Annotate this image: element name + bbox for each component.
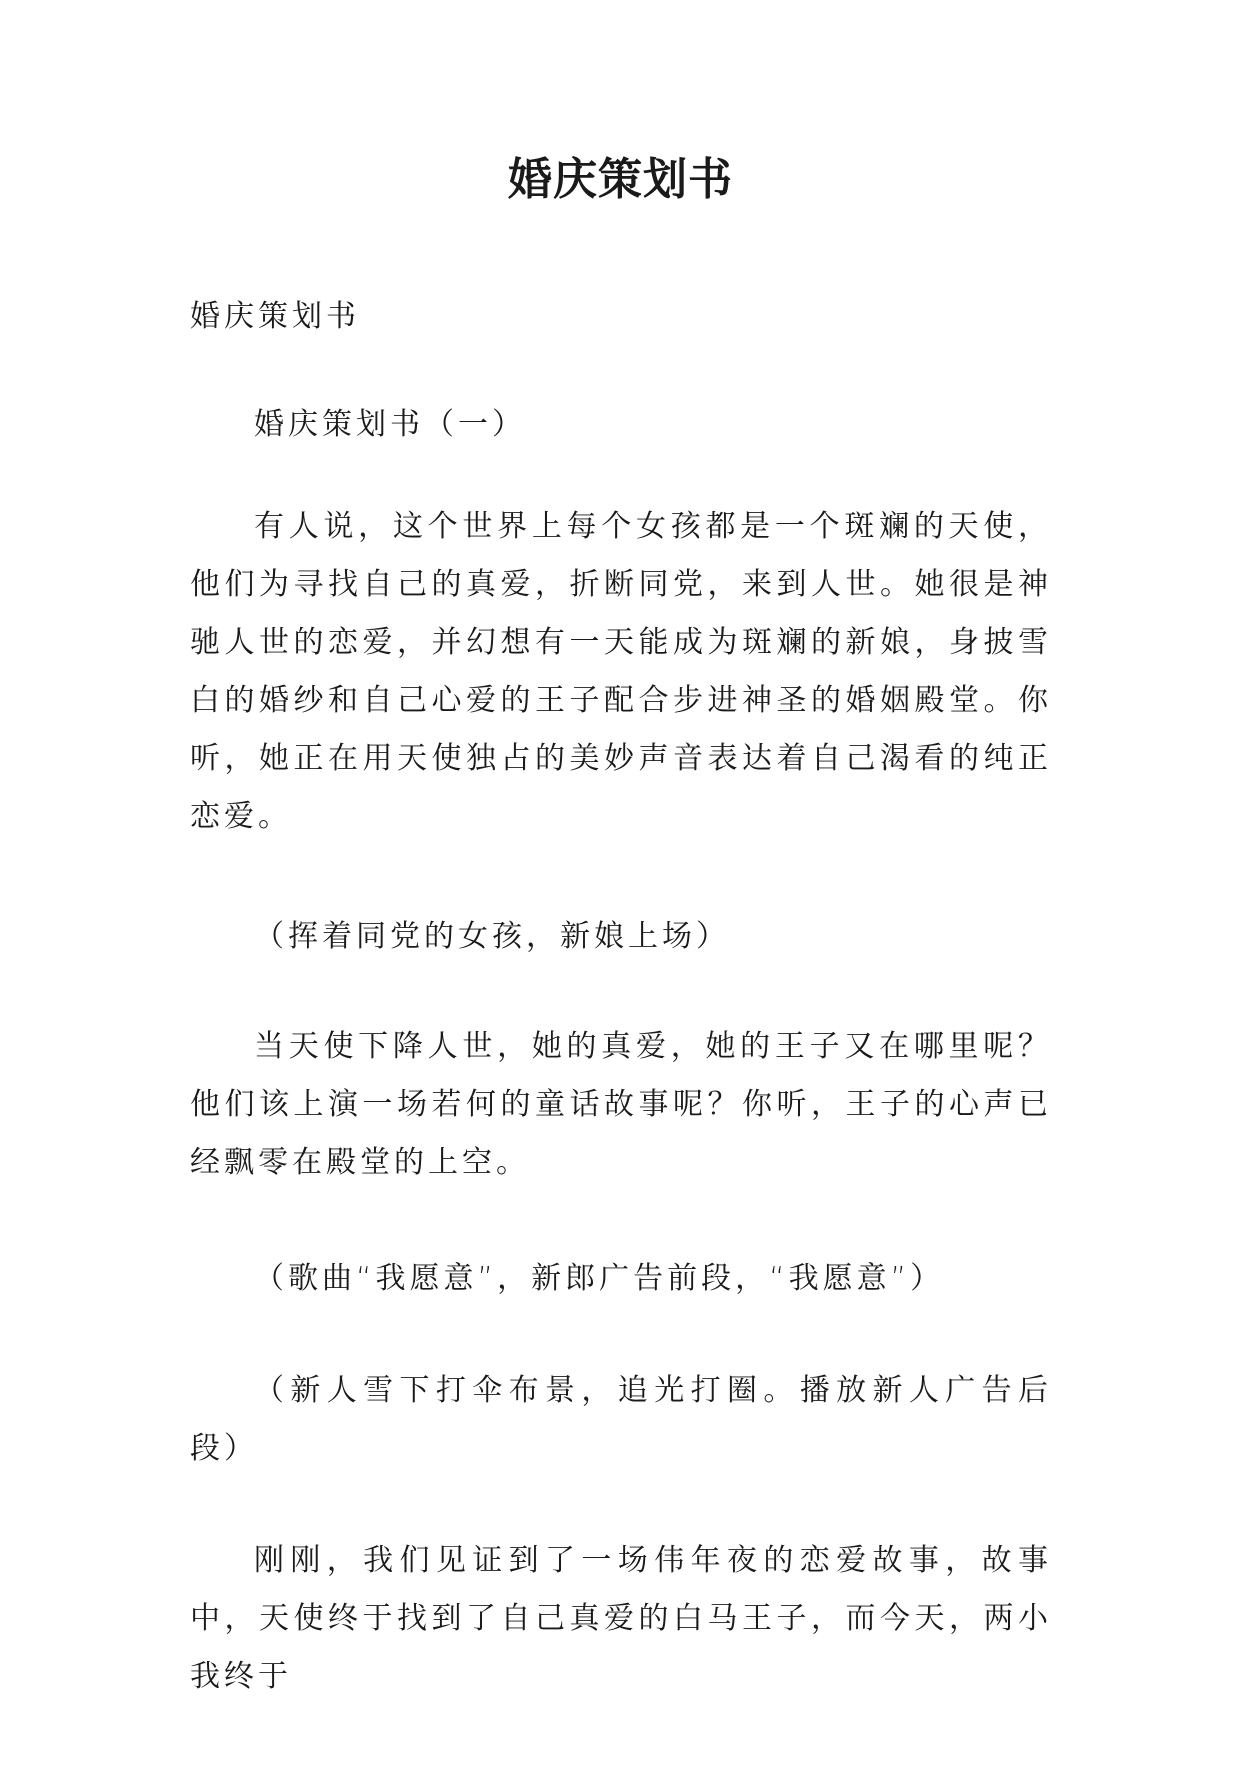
- document-body: [190, 288, 1052, 1766]
- stage-direction: （挥着同党的女孩，新娘上场）: [254, 919, 730, 954]
- section-heading: 婚庆策划书: [190, 299, 360, 334]
- body-paragraph: 当天使下降人世，她的真爱，她的王子又在哪里呢？他们该上演一场若何的童话故事呢？你听，王子的心声已经飘零在殿堂的上空。: [190, 1029, 1052, 1180]
- stage-direction: （新人雪下打伞布景，追光打圈。播放新人广告后段）: [190, 1373, 1052, 1466]
- body-paragraph: 有人说，这个世界上每个女孩都是一个斑斓的天使，他们为寻找自己的真爱，折断同党，来到人世。她很是神驰人世的恋爱，并幻想有一天能成为斑斓的新娘，身披雪白的婚纱和自己心爱的王子配合步进神圣的婚姻殿堂。你听，她正在用天使独占的美妙声音表达着自己渴看的纯正恋爱。: [190, 509, 1052, 834]
- body-paragraph: 刚刚，我们见证到了一场伟年夜的恋爱故事，故事中，天使终于找到了自己真爱的白马王子，而今天，两小我终于: [190, 1543, 1052, 1694]
- subsection-heading: 婚庆策划书（一）: [254, 407, 526, 442]
- document-title: 婚庆策划书: [508, 154, 733, 205]
- stage-direction: （歌曲“我愿意”，新郎广告前段，“我愿意”）: [254, 1261, 945, 1296]
